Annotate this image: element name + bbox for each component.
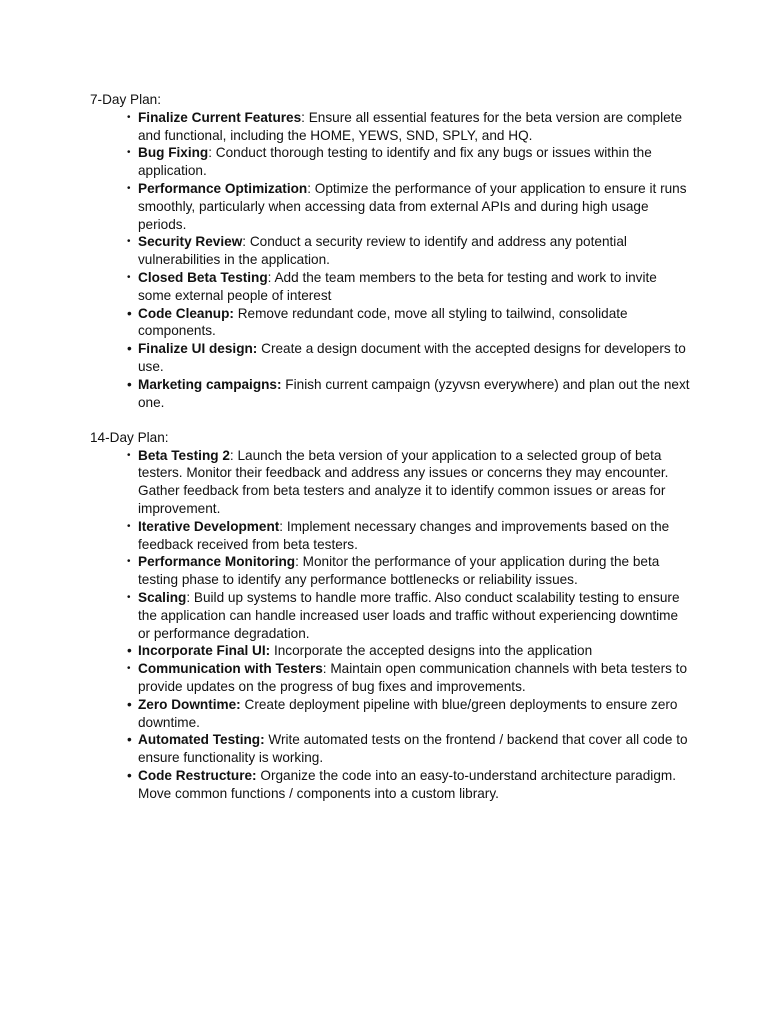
bullet-icon: • (127, 449, 131, 461)
item-text: Write automated tests on the frontend / backend that cover all code to ensure functionality is working. (138, 732, 688, 766)
item-title: Finalize UI design: (138, 341, 258, 357)
list-item (90, 767, 690, 803)
list-item (90, 144, 690, 180)
item-title: Finalize Current Features (138, 109, 302, 125)
item-text: : Conduct a security review to identify and address any potential vulnerabilities in the application. (138, 234, 627, 268)
list-item (90, 642, 690, 660)
item-title: Scaling (138, 590, 187, 606)
bullet-icon: • (127, 663, 131, 675)
bullet-icon: • (127, 305, 132, 321)
section-title: 14-Day Plan: (90, 429, 169, 445)
item-title: Marketing campaigns: (138, 376, 282, 392)
item-title: Communication with Testers (138, 661, 323, 677)
list-item (90, 340, 690, 376)
item-text: : Build up systems to handle more traffic. Also conduct scalability testing to ensure the application can handle increased user loads and traffic without experiencing downtime or performance degradation. (138, 590, 680, 641)
item-title: Bug Fixing (138, 145, 209, 161)
item-text: Organize the code into an easy-to-understand architecture paradigm. Move common functions / components into a custom library. (138, 767, 676, 801)
item-title: Closed Beta Testing (138, 269, 268, 285)
item-title: Security Review (138, 234, 243, 250)
item-title: Performance Optimization (138, 180, 308, 196)
bullet-icon: • (127, 271, 131, 283)
bullet-icon: • (127, 182, 131, 194)
item-title: Incorporate Final UI: (138, 643, 271, 659)
bullet-icon: • (127, 556, 131, 568)
list-item (90, 518, 690, 554)
item-text: Finish current campaign (yzyvsn everywhere) and plan out the next one. (138, 376, 690, 410)
item-text: Create deployment pipeline with blue/green deployments to ensure zero downtime. (138, 696, 678, 730)
plan-list (90, 109, 690, 412)
list-item (90, 447, 690, 518)
plan-list (90, 447, 690, 803)
list-item (90, 589, 690, 642)
fourteen-day-plan-section (90, 429, 690, 803)
item-text: : Monitor the performance of your application during the beta testing phase to identify any performance bottlenecks or reliability issues. (138, 554, 660, 588)
item-title: Code Restructure: (138, 767, 257, 783)
section-title: 7-Day Plan: (90, 92, 162, 107)
document-page (90, 91, 690, 803)
bullet-icon: • (127, 767, 132, 783)
bullet-icon: • (127, 520, 131, 532)
item-title: Beta Testing 2 (138, 447, 230, 463)
bullet-icon: • (127, 643, 132, 659)
item-title: Automated Testing: (138, 732, 265, 748)
list-item (90, 660, 690, 696)
list-item (90, 696, 690, 732)
list-item (90, 376, 690, 412)
item-text: : Add the team members to the beta for testing and work to invite some external people of interest (138, 269, 657, 303)
bullet-icon: • (127, 147, 131, 159)
bullet-icon: • (127, 732, 132, 748)
item-text: : Launch the beta version of your application to a selected group of beta testers. Monitor their feedback and address any issues or concerns they may encounter. Gather feedback from beta testers and analyze it to identify common issues or areas for improvement. (138, 447, 669, 517)
seven-day-plan-section (90, 91, 690, 411)
item-text: Remove redundant code, move all styling to tailwind, consolidate components. (138, 305, 628, 339)
bullet-icon: • (127, 376, 132, 392)
list-item (90, 553, 690, 589)
item-title: Zero Downtime: (138, 696, 241, 712)
item-text: Create a design document with the accepted designs for developers to use. (138, 341, 686, 374)
item-text: : Maintain open communication channels with beta testers to provide updates on the progress of bug fixes and improvements. (138, 661, 688, 694)
list-item (90, 731, 690, 767)
item-text: : Ensure all essential features for the beta version are complete and functional, including the HOME, YEWS, SND, SPLY, and HQ. (138, 109, 683, 143)
item-text: Incorporate the accepted designs into the application (270, 643, 593, 659)
list-item (90, 269, 690, 305)
bullet-icon: • (127, 341, 132, 357)
item-title: Code Cleanup: (138, 305, 234, 321)
list-item (90, 180, 690, 233)
item-text: : Optimize the performance of your application to ensure it runs smoothly, particularly when accessing data from external APIs and during high usage periods. (138, 180, 687, 232)
bullet-icon: • (127, 111, 131, 123)
list-item (90, 109, 690, 145)
item-text: : Conduct thorough testing to identify and fix any bugs or issues within the application. (138, 145, 652, 179)
bullet-icon: • (127, 592, 131, 604)
item-title: Performance Monitoring (138, 554, 296, 570)
bullet-icon: • (127, 236, 131, 248)
list-item (90, 305, 690, 341)
item-title: Iterative Development (138, 518, 280, 534)
bullet-icon: • (127, 696, 132, 712)
item-text: : Implement necessary changes and improvements based on the feedback received from beta testers. (138, 518, 670, 552)
list-item (90, 233, 690, 269)
